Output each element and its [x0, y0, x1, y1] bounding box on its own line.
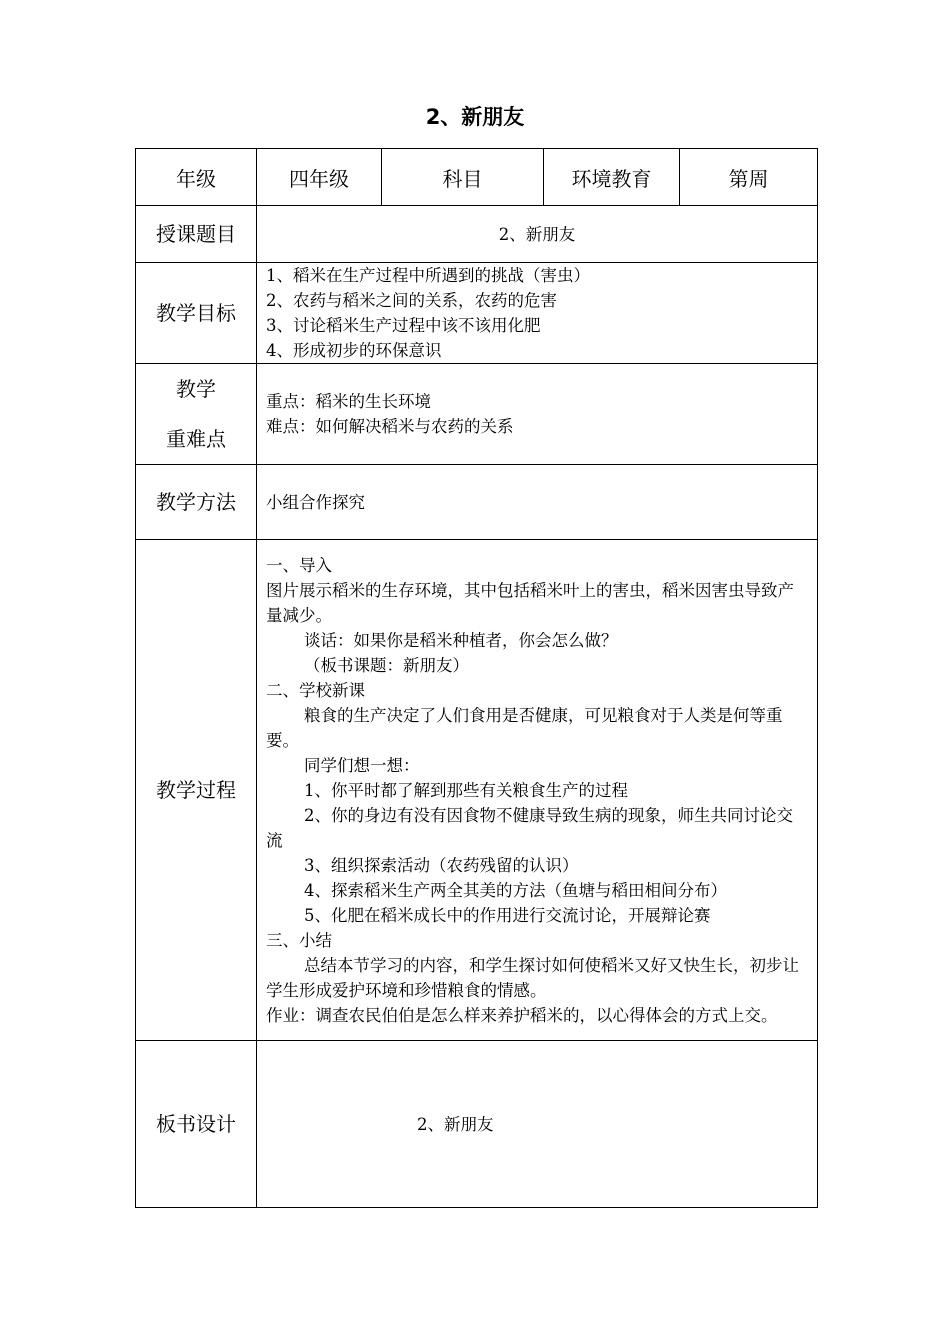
- objective-item: 3、讨论稻米生产过程中该不该用化肥: [266, 316, 541, 335]
- objective-item: 1、稻米在生产过程中所遇到的挑战（害虫）: [266, 266, 590, 285]
- process-paragraph: 粮食的生产决定了人们食用是否健康，可见粮食对于人类是何等重要。: [266, 705, 783, 750]
- key-points-label-line2: 重难点: [166, 427, 226, 451]
- subject-value: 环境教育: [544, 149, 680, 206]
- process-paragraph: 谈话：如果你是稻米种植者，你会怎么做？: [304, 630, 618, 650]
- topic-label: 授课题目: [136, 206, 257, 263]
- process-paragraph: 4、探索稻米生产两全其美的方法（鱼塘与稻田相间分布）: [304, 880, 727, 900]
- grade-label: 年级: [136, 149, 257, 206]
- objective-item: 4、形成初步的环保意识: [266, 341, 442, 360]
- objectives-label: 教学目标: [136, 263, 257, 364]
- process-paragraph: 1、你平时都了解到那些有关粮食生产的过程: [304, 780, 628, 800]
- process-heading: 二、学校新课: [266, 680, 365, 700]
- process-paragraph: 总结本节学习的内容，和学生探讨如何使稻米又好又快生长，初步让学生形成爱护环境和珍惜粮食的情感。: [266, 955, 799, 1000]
- topic-value: 2、新朋友: [257, 206, 818, 263]
- process-paragraph: [266, 578, 809, 628]
- process-paragraph: （板书课题：新朋友）: [304, 655, 469, 675]
- process-heading: 一、导入: [266, 555, 332, 575]
- page-title: 2、新朋友: [425, 105, 525, 129]
- process-homework: 作业：调查农民伯伯是怎么样来养护稻米的，以心得体会的方式上交。: [266, 1005, 778, 1025]
- method-label: 教学方法: [136, 465, 257, 540]
- process-paragraph: 2、你的身边有没有因食物不健康导致生病的现象，师生共同讨论交流: [266, 805, 793, 850]
- objective-item: 2、农药与稻米之间的关系，农药的危害: [266, 291, 557, 310]
- board-row: [136, 1041, 818, 1208]
- process-paragraph: 3、组织探索活动（农药残留的认识）: [304, 855, 579, 875]
- grade-value: 四年级: [257, 149, 382, 206]
- board-content: [257, 1041, 818, 1208]
- key-points-label-line1: 教学: [176, 377, 216, 401]
- key-point-item: 重点：稻米的生长环境: [266, 392, 431, 411]
- board-label: 板书设计: [136, 1041, 257, 1208]
- process-label: 教学过程: [136, 540, 257, 1041]
- process-content: [257, 540, 818, 1041]
- objectives-content: [257, 263, 818, 364]
- board-value: 2、新朋友: [417, 1114, 494, 1134]
- method-row: [136, 465, 818, 540]
- method-value: 小组合作探究: [257, 465, 818, 540]
- header-row: [136, 149, 818, 206]
- topic-row: [136, 206, 818, 263]
- objectives-row: [136, 263, 818, 364]
- subject-label: 科目: [382, 149, 544, 206]
- process-heading: 三、小结: [266, 930, 332, 950]
- week-label: 第周: [680, 149, 818, 206]
- key-points-label: [136, 364, 257, 465]
- process-row: [136, 540, 818, 1041]
- key-points-row: [136, 364, 818, 465]
- process-paragraph: 同学们想一想：: [304, 755, 420, 775]
- key-points-content: [257, 364, 818, 465]
- process-text: 图片展示稻米的生存环境，其中包括稻米叶上的害虫，稻米因害虫导致产量减少。: [266, 580, 794, 625]
- process-paragraph: 5、化肥在稻米成长中的作用进行交流讨论，开展辩论赛: [304, 905, 711, 925]
- key-point-item: 难点：如何解决稻米与农药的关系: [266, 417, 514, 436]
- lesson-plan-table: [135, 148, 818, 1208]
